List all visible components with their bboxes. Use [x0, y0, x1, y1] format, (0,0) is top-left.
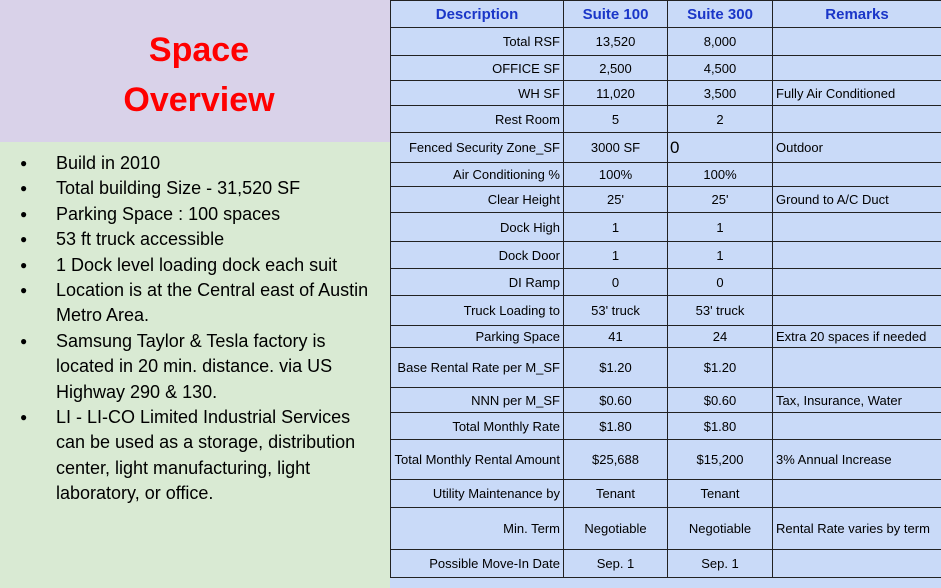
- row-remarks: [773, 213, 941, 242]
- row-description: NNN per M_SF: [391, 388, 564, 413]
- row-description: Air Conditioning %: [391, 163, 564, 187]
- table-row: [391, 187, 941, 213]
- table-row: [391, 106, 941, 133]
- table-row: [391, 388, 941, 413]
- header-suite-300: Suite 300: [668, 1, 773, 28]
- feature-list: [20, 151, 380, 507]
- table-row: [391, 480, 941, 508]
- row-description: OFFICE SF: [391, 56, 564, 81]
- table-row: [391, 242, 941, 269]
- row-remarks: [773, 56, 941, 81]
- row-suite-300: Sep. 1: [668, 550, 773, 578]
- row-suite-100: 41: [564, 326, 668, 348]
- table-row: [391, 81, 941, 106]
- row-remarks: Fully Air Conditioned: [773, 81, 941, 106]
- row-suite-300: $0.60: [668, 388, 773, 413]
- table-row: [391, 326, 941, 348]
- header-description: Description: [391, 1, 564, 28]
- row-remarks: [773, 413, 941, 440]
- table-row: [391, 348, 941, 388]
- row-suite-300: 100%: [668, 163, 773, 187]
- row-suite-300: 3,500: [668, 81, 773, 106]
- row-remarks: Extra 20 spaces if needed: [773, 326, 941, 348]
- row-remarks: [773, 480, 941, 508]
- list-item: ● 53 ft truck accessible: [20, 227, 380, 252]
- row-suite-100: 100%: [564, 163, 668, 187]
- row-suite-100: 0: [564, 269, 668, 296]
- row-suite-300: 8,000: [668, 28, 773, 56]
- stray-mark: 0: [670, 138, 680, 157]
- page-title-line-1: Space: [148, 31, 250, 69]
- row-description: Min. Term: [391, 508, 564, 550]
- row-description: WH SF: [391, 81, 564, 106]
- table-row: [391, 508, 941, 550]
- row-suite-300: 25': [668, 187, 773, 213]
- row-description: Base Rental Rate per M_SF: [391, 348, 564, 388]
- row-description: DI Ramp: [391, 269, 564, 296]
- row-remarks: [773, 163, 941, 187]
- table-row: [391, 296, 941, 326]
- row-suite-100: Sep. 1: [564, 550, 668, 578]
- row-suite-300: 53' truck: [668, 296, 773, 326]
- row-suite-100: 13,520: [564, 28, 668, 56]
- row-description: Parking Space: [391, 326, 564, 348]
- table-row: [391, 133, 941, 163]
- row-suite-100: 1: [564, 213, 668, 242]
- row-suite-100: 53' truck: [564, 296, 668, 326]
- list-item: ● 1 Dock level loading dock each suit: [20, 253, 380, 278]
- row-suite-100: 25': [564, 187, 668, 213]
- row-description: Clear Height: [391, 187, 564, 213]
- table-header-row: [391, 1, 941, 28]
- row-description: Utility Maintenance by: [391, 480, 564, 508]
- row-description: Total Monthly Rate: [391, 413, 564, 440]
- list-item: ● LI - LI-CO Limited Industrial Services can be used as a storage, distribution center, light manufacturing, light laboratory, or office.: [20, 405, 380, 507]
- row-remarks: [773, 296, 941, 326]
- spec-table-panel: [390, 0, 941, 588]
- row-description: Total Monthly Rental Amount: [391, 440, 564, 480]
- row-suite-100: 5: [564, 106, 668, 133]
- row-suite-300: [668, 133, 773, 163]
- row-suite-100: $25,688: [564, 440, 668, 480]
- table-row: [391, 213, 941, 242]
- page-title-line-2: Overview: [123, 81, 275, 119]
- row-suite-300: $15,200: [668, 440, 773, 480]
- table-row: [391, 163, 941, 187]
- row-remarks: [773, 28, 941, 56]
- header-remarks: Remarks: [773, 1, 941, 28]
- row-suite-100: $1.20: [564, 348, 668, 388]
- table-row: [391, 550, 941, 578]
- table-row: [391, 413, 941, 440]
- row-suite-300: 2: [668, 106, 773, 133]
- row-suite-300: $1.80: [668, 413, 773, 440]
- row-remarks: Outdoor: [773, 133, 941, 163]
- row-suite-300: $1.20: [668, 348, 773, 388]
- row-suite-300: 4,500: [668, 56, 773, 81]
- row-suite-300: 24: [668, 326, 773, 348]
- row-description: Truck Loading to: [391, 296, 564, 326]
- row-remarks: Ground to A/C Duct: [773, 187, 941, 213]
- row-remarks: Rental Rate varies by term: [773, 508, 941, 550]
- list-item: ● Build in 2010: [20, 151, 380, 176]
- row-description: Possible Move-In Date: [391, 550, 564, 578]
- list-item: ● Total building Size - 31,520 SF: [20, 176, 380, 201]
- table-row: [391, 440, 941, 480]
- row-remarks: [773, 242, 941, 269]
- spec-table: [390, 0, 941, 578]
- row-suite-300: Negotiable: [668, 508, 773, 550]
- row-suite-100: $0.60: [564, 388, 668, 413]
- row-suite-300: Tenant: [668, 480, 773, 508]
- table-body: [391, 28, 941, 578]
- row-description: Dock Door: [391, 242, 564, 269]
- row-remarks: 3% Annual Increase: [773, 440, 941, 480]
- list-item: ● Location is at the Central east of Austin Metro Area.: [20, 278, 380, 329]
- row-suite-100: 3000 SF: [564, 133, 668, 163]
- row-suite-300: 0: [668, 269, 773, 296]
- row-remarks: [773, 106, 941, 133]
- row-suite-100: Negotiable: [564, 508, 668, 550]
- row-description: Rest Room: [391, 106, 564, 133]
- row-suite-100: Tenant: [564, 480, 668, 508]
- row-suite-100: 11,020: [564, 81, 668, 106]
- row-remarks: Tax, Insurance, Water: [773, 388, 941, 413]
- table-row: [391, 269, 941, 296]
- table-row: [391, 56, 941, 81]
- row-remarks: [773, 269, 941, 296]
- row-description: Fenced Security Zone_SF: [391, 133, 564, 163]
- row-description: Total RSF: [391, 28, 564, 56]
- row-suite-100: 2,500: [564, 56, 668, 81]
- table-row: [391, 28, 941, 56]
- list-item: ● Samsung Taylor & Tesla factory is located in 20 min. distance. via US Highway 290 & 130.: [20, 329, 380, 405]
- row-suite-300: 1: [668, 242, 773, 269]
- row-suite-100: 1: [564, 242, 668, 269]
- title-panel: [0, 0, 390, 142]
- row-remarks: [773, 550, 941, 578]
- row-description: Dock High: [391, 213, 564, 242]
- row-suite-300: 1: [668, 213, 773, 242]
- row-remarks: [773, 348, 941, 388]
- list-item: ● Parking Space : 100 spaces: [20, 202, 380, 227]
- header-suite-100: Suite 100: [564, 1, 668, 28]
- row-suite-100: $1.80: [564, 413, 668, 440]
